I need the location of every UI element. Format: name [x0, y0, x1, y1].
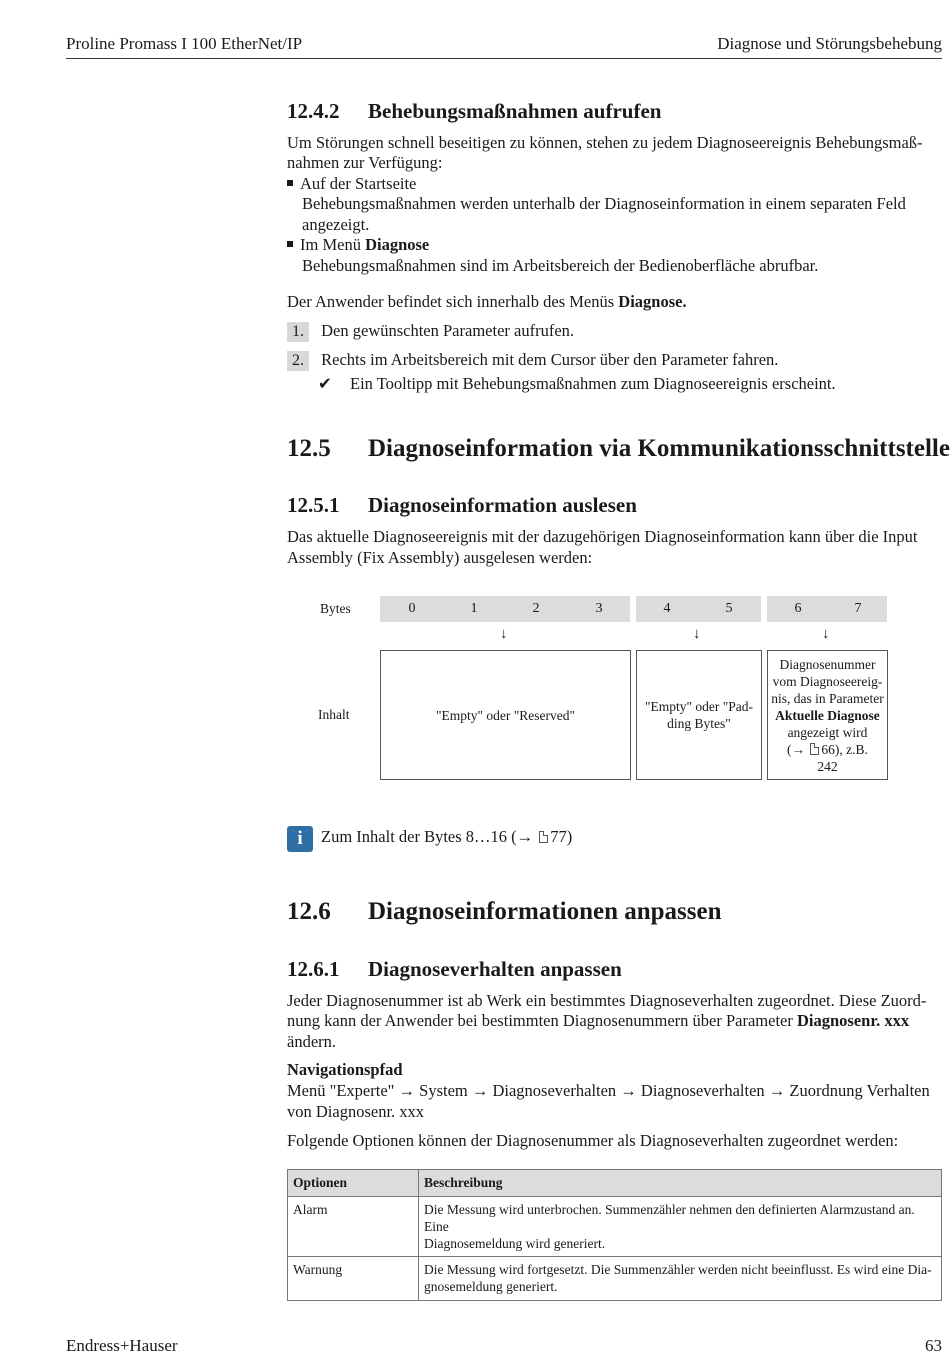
- para-line-2: [287, 1011, 909, 1032]
- section-number: 12.5: [287, 435, 331, 462]
- user-context-menu: Diagnose.: [618, 292, 687, 311]
- description-cell: [419, 1197, 942, 1257]
- section-number: 12.6: [287, 898, 331, 925]
- user-context-text: Der Anwender befindet sich innerhalb des Menüs: [287, 292, 619, 311]
- bullet-1-line-2: angezeigt.: [302, 215, 370, 234]
- para-line-1: Jeder Diagnosenummer ist ab Werk ein bestimmtes Diagnoseverhalten zugeordnet. Diese Zuord-: [287, 991, 927, 1010]
- intro-line-1: Um Störungen schnell beseitigen zu können, stehen zu jedem Diagnoseereignis Behebungsmaß-: [287, 133, 923, 152]
- arrow-down-icon: ↓: [693, 626, 701, 642]
- info-icon: [287, 826, 313, 852]
- section-12-5-heading: [287, 435, 950, 463]
- section-12-6-1-heading: [287, 957, 622, 982]
- section-12-5-1-heading: [287, 493, 637, 518]
- section-12-4-2-heading: [287, 99, 661, 124]
- section-number: 12.5.1: [287, 493, 340, 517]
- footer-brand: Endress+Hauser: [66, 1336, 178, 1355]
- box-text-line: vom Diagnoseereig-: [772, 673, 883, 689]
- page-number: 63: [925, 1336, 942, 1355]
- section-title: Diagnoseinformationen anpassen: [368, 898, 722, 925]
- bullet-prefix: Im Menü: [300, 235, 366, 254]
- description-cell: [419, 1257, 942, 1301]
- description-line: Die Messung wird fortgesetzt. Die Summenzähler werden nicht beeinflusst. Es wird eine Dia-: [424, 1262, 932, 1277]
- header-left: Proline Promass I 100 EtherNet/IP: [66, 34, 303, 53]
- step-1: [287, 321, 574, 342]
- description-line: Die Messung wird unterbrochen. Summenzähler nehmen den definierten Alarmzustand an. Eine: [424, 1202, 915, 1234]
- bytes-row-label: Bytes: [320, 601, 351, 616]
- option-cell: Warnung: [288, 1257, 419, 1301]
- byte-label: 6: [794, 601, 802, 616]
- header-right: Diagnose und Störungsbehebung: [717, 34, 942, 53]
- ref-suffix: 66), z.B.: [821, 741, 868, 757]
- byte-label: 7: [854, 601, 862, 616]
- content-row-label: Inhalt: [318, 707, 350, 722]
- section-number: 12.6.1: [287, 957, 340, 981]
- box-text-line: Diagnosenummer: [779, 656, 876, 672]
- option-cell: Alarm: [288, 1197, 419, 1257]
- ref-prefix: (→: [787, 741, 809, 757]
- page-icon: [539, 831, 548, 843]
- info-icon-glyph: i: [297, 828, 303, 849]
- page-icon: [810, 743, 819, 755]
- table-header-row: [288, 1170, 942, 1197]
- description-line: gnosemeldung generiert.: [424, 1279, 558, 1294]
- step-text: Den gewünschten Parameter aufrufen.: [321, 321, 575, 340]
- user-context: [287, 292, 687, 313]
- info-note[interactable]: [321, 827, 572, 848]
- byte-label: 1: [470, 601, 478, 616]
- description-line: Diagnosemeldung wird generiert.: [424, 1236, 606, 1251]
- intro-line-2: nahmen zur Verfügung:: [287, 153, 443, 172]
- section-title: Behebungsmaßnahmen aufrufen: [368, 99, 662, 123]
- info-note-text: Zum Inhalt der Bytes 8…16 (→: [321, 827, 538, 846]
- content-box-padding: [636, 650, 762, 780]
- box-text-line: nis, das in Parameter: [771, 690, 884, 706]
- section-title: Diagnoseinformation auslesen: [368, 493, 637, 517]
- bytes-4-5-cell: [636, 596, 761, 622]
- step-number: 2.: [287, 351, 309, 371]
- bullet-title: Auf der Startseite: [300, 174, 417, 193]
- bullet-startseite: [287, 174, 416, 195]
- para-line-2: Assembly (Fix Assembly) ausgelesen werden:: [287, 548, 593, 567]
- nav-path-title: Navigationspfad: [287, 1060, 403, 1079]
- byte-label: 0: [408, 601, 416, 616]
- para-line-3: ändern.: [287, 1032, 337, 1051]
- byte-label: 2: [532, 601, 540, 616]
- result-text: Ein Tooltipp mit Behebungsmaßnahmen zum Diagnoseereignis erscheint.: [350, 374, 836, 393]
- menu-name: Diagnose: [365, 235, 430, 254]
- page-reference[interactable]: [771, 741, 883, 758]
- step-2: [287, 350, 778, 371]
- bytes-6-7-cell: [767, 596, 887, 622]
- bullet-square-icon: [287, 180, 293, 186]
- checkmark-icon: ✔: [318, 374, 332, 393]
- para-text: nung kann der Anwender bei bestimmten Diagnosenummern über Parameter: [287, 1011, 797, 1030]
- parameter-name: Diagnosenr. xxx: [796, 1011, 910, 1030]
- box-text-line: "Empty" oder "Pad-: [644, 699, 753, 714]
- column-header: Beschreibung: [419, 1170, 942, 1197]
- para-line-1: Das aktuelle Diagnoseereignis mit der dazugehörigen Diagnoseinformation kann über die Input: [287, 527, 918, 546]
- content-box-reserved: [380, 650, 631, 780]
- column-header: Optionen: [288, 1170, 419, 1197]
- arrow-down-icon: ↓: [822, 626, 830, 642]
- header-rule: [66, 58, 942, 59]
- bullet-square-icon: [287, 241, 293, 247]
- info-note-page: 77): [550, 827, 573, 846]
- options-intro: Folgende Optionen können der Diagnosenummer als Diagnoseverhalten zugeordnet werden:: [287, 1131, 899, 1150]
- step-number: 1.: [287, 322, 309, 342]
- step-result: [318, 374, 836, 395]
- box-text: "Empty" oder "Reserved": [435, 707, 575, 723]
- box-text-line: 242: [817, 758, 838, 774]
- section-12-6-heading: [287, 898, 722, 926]
- step-text: Rechts im Arbeitsbereich mit dem Cursor über den Parameter fahren.: [321, 350, 779, 369]
- options-table: [287, 1169, 942, 1301]
- nav-path-line-1: Menü "Experte" → System → Diagnoseverhalten → Diagnoseverhalten → Zuordnung Verhalten: [287, 1081, 930, 1100]
- table-row: [288, 1257, 942, 1301]
- byte-label: 4: [663, 601, 671, 616]
- section-number: 12.4.2: [287, 99, 340, 123]
- box-text-line: ding Bytes": [667, 716, 731, 731]
- bullet-1-line-1: Behebungsmaßnahmen werden unterhalb der Diagnoseinformation in einem separaten Feld: [302, 194, 906, 213]
- section-title: Diagnoseverhalten anpassen: [368, 957, 622, 981]
- section-title: Diagnoseinformation via Kommunikationsschnittstelle: [368, 435, 950, 462]
- nav-path-line-2: von Diagnosenr. xxx: [287, 1102, 425, 1121]
- bullet-2-line-1: Behebungsmaßnahmen sind im Arbeitsbereich der Bedienoberfläche abrufbar.: [302, 256, 819, 275]
- arrow-down-icon: ↓: [500, 626, 508, 642]
- table-row: [288, 1197, 942, 1257]
- bullet-diagnose: [287, 235, 429, 256]
- parameter-name: Aktuelle Diagnose: [775, 707, 880, 723]
- content-box-diagnose-number: [767, 650, 888, 780]
- byte-label: 3: [595, 601, 603, 616]
- byte-label: 5: [725, 601, 733, 616]
- box-text-line: angezeigt wird: [787, 724, 868, 740]
